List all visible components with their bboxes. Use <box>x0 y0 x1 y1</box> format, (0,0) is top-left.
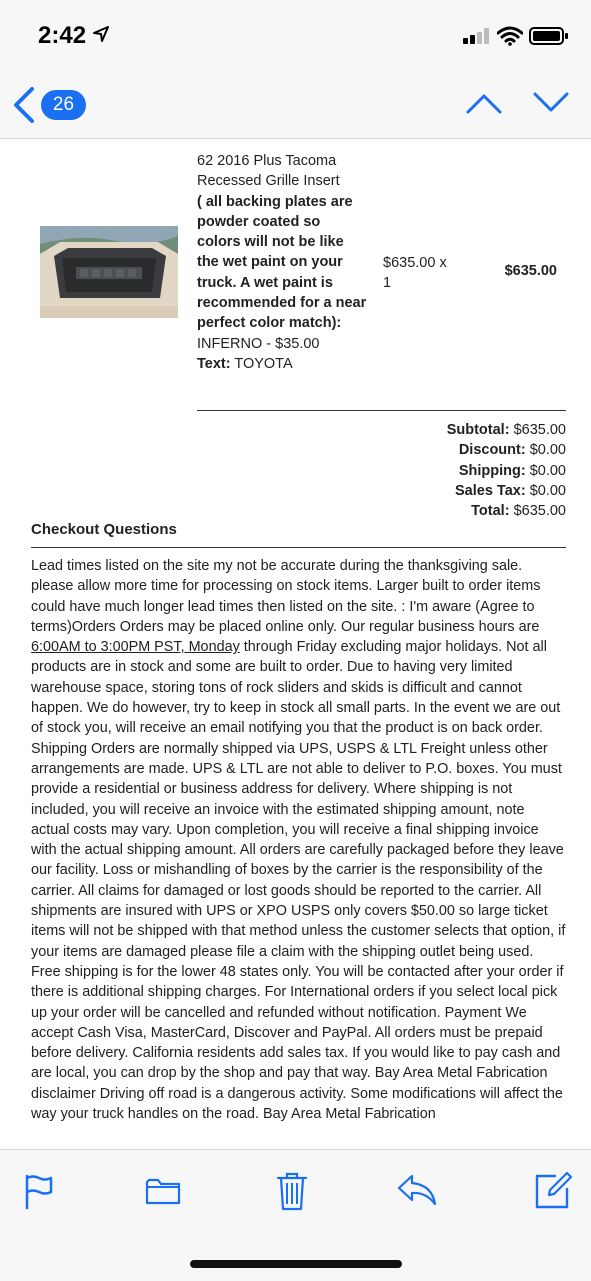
item-title-line1: 62 2016 Plus Tacoma <box>197 153 337 169</box>
divider <box>197 410 566 411</box>
unread-count-badge[interactable]: 26 <box>41 90 86 120</box>
item-option <box>197 192 367 354</box>
discount-label: Discount: <box>458 442 526 459</box>
flag-icon[interactable] <box>24 1174 54 1210</box>
item-text-label: Text: <box>197 355 231 372</box>
checkout-terms-text <box>31 556 566 1124</box>
unit-price: $635.00 x <box>383 255 447 271</box>
previous-message-chevron-up-icon[interactable] <box>465 90 503 116</box>
order-totals <box>330 420 566 521</box>
terms-text-part2: through Friday excluding major holidays. Not all products are in stock and some are built to order. Due to having very limited warehouse space, storing tons of rock sliders and skids is difficult and cannot happen. We do however, try to keep in stock all small parts. In the event we are out of stock you, will receive an email notifying you that the product is on back order. Shipping Orders are normally shipped via UPS, USPS & LTL Freight unless other arrangements are made. UPS & LTL are not able to deliver to P.O. boxes. You must provide a residential or business address for delivery. Where shipping is not included, you will receive an invoice with the estimated shipping amount, note actual costs may vary. Upon completion, you will receive a final shipping invoice with the actual shipping amount. All orders are carefully packaged before they leave our facility. Loss or mishandling of boxes by the carrier is the responsibility of the carrier. All claims for damaged or lost goods should be reported to the carrier. All shipments are insured with UPS or XPO USPS only covers $50.00 so large ticket items will not be shipped with that method unless the customer selects that option, if your items are damaged please file a claim with the shipping outlet being used. Free shipping is for the lower 48 states only. You will be contacted after your order if there is additional shipping charges. For International orders if you select local pick up your order will be cancelled and refunded without notification. Payment We accept Cash Visa, MasterCard, Discover and PayPal. All orders must be prepaid before delivery. California residents add sales tax. If you would like to pay cash and are local, you can drop by the shop and pay that way. Bay Area Metal Fabrication disclaimer Driving off road is a dangerous activity. Some modifications will affect the way your truck handles on the road. Bay Area Metal Fabrication <box>31 639 566 1123</box>
item-text-option <box>197 354 367 374</box>
total-value: $635.00 <box>509 503 566 520</box>
unit-price-quantity <box>383 253 463 294</box>
status-time: 2:42 <box>38 22 87 49</box>
sales-tax-label: Sales Tax: <box>455 482 526 499</box>
location-arrow-icon <box>93 26 109 42</box>
battery-icon <box>529 26 569 46</box>
message-body <box>0 139 591 1149</box>
sales-tax-row <box>330 481 566 501</box>
discount-row <box>330 440 566 460</box>
subtotal-label: Subtotal: <box>446 422 510 438</box>
terms-text-part1: Lead times listed on the site my not be accurate during the thanksgiving sale. please allow more time for processing on stock items. Larger built to order items could have much longer lead times then listed on the site. : I'm aware (Agree to terms)Orders Orders may be placed online only. Our regular business hours are <box>31 558 541 635</box>
discount-value: $0.00 <box>525 442 566 459</box>
shipping-row <box>330 461 566 481</box>
status-bar <box>0 0 591 72</box>
item-title-line2: Recessed Grille Insert <box>197 173 340 190</box>
item-option-label: ( all backing plates are powder coated so colors will not be like the wet paint on your truck. A wet paint is recommended for a near perfect color match): <box>197 193 367 332</box>
line-total: $635.00 <box>504 263 557 279</box>
item-option-value: INFERNO - $35.00 <box>197 335 320 352</box>
back-chevron-icon[interactable] <box>10 86 36 124</box>
quantity: 1 <box>383 275 392 292</box>
business-hours-link[interactable]: 6:00AM to 3:00PM PST, Monday <box>31 639 240 656</box>
shipping-label: Shipping: <box>458 462 526 479</box>
bottom-toolbar <box>0 1149 591 1281</box>
shipping-value: $0.00 <box>525 462 566 479</box>
checkout-questions-heading: Checkout Questions <box>31 521 177 538</box>
trash-icon[interactable] <box>276 1171 308 1211</box>
product-image-grille[interactable] <box>40 226 178 318</box>
cellular-signal-icon <box>463 28 491 44</box>
folder-icon[interactable] <box>145 1176 181 1206</box>
item-description <box>197 151 367 374</box>
total-row <box>330 501 566 521</box>
nav-bar <box>0 72 591 139</box>
next-message-chevron-down-icon[interactable] <box>532 90 570 116</box>
subtotal-row <box>330 420 566 440</box>
total-label: Total: <box>471 503 510 520</box>
item-text-value: TOYOTA <box>230 355 293 372</box>
compose-icon[interactable] <box>534 1170 574 1210</box>
subtotal-value: $635.00 <box>509 422 566 438</box>
home-indicator[interactable] <box>190 1260 402 1268</box>
divider <box>31 547 566 548</box>
sales-tax-value: $0.00 <box>525 482 566 499</box>
reply-icon[interactable] <box>396 1173 438 1207</box>
wifi-icon <box>497 26 523 46</box>
